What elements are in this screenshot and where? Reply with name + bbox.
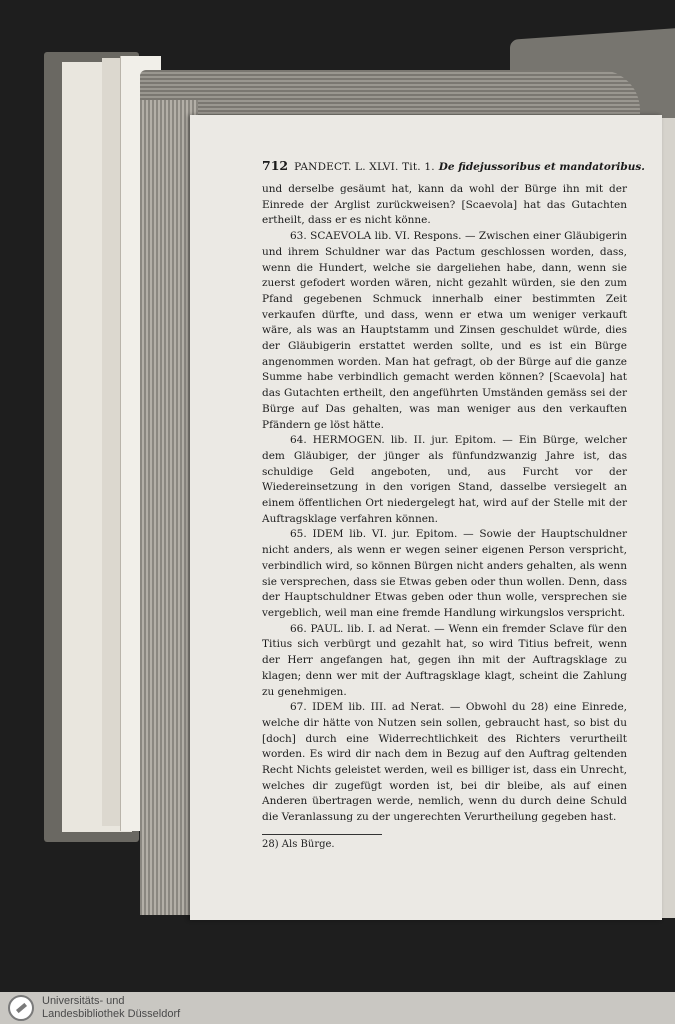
library-footer: [0, 992, 675, 1024]
paragraph: 67. IDEM lib. III. ad Nerat. — Obwohl du 28) eine Einrede, welche dir hätte von Nutzen sein sollen, gebraucht hast, so bist du [doch] durch eine Widerrechtlichkeit des Richters verurtheilt worden. Es wird dir nach dem in Bezug auf den Auftrag geltenden Recht Nichts geleistet werden, weil es billiger ist, dass ein Unrecht, welches dir zugefügt worden ist, bei dir bleibe, als auf einen Anderen übertragen werde, nemlich, wenn du durch deine Schuld die Veranlassung zu der ungerechten Verurtheilung gegeben hast.: [262, 701, 627, 824]
paragraph: 64. HERMOGEN. lib. II. jur. Epitom. — Ein Bürge, welcher dem Gläubiger, der jünger als fünfundzwanzig Jahre ist, das schuldige Geld angeboten, und, aus Furcht vor der Wiedereinsetzung in den vorigen Stand, dasselbe versiegelt an einem öffentlichen Ort niedergelegt hat, wird auf der Stelle mit der Auftragsklage verfahren können.: [262, 434, 627, 525]
paragraph: 66. PAUL. lib. I. ad Nerat. — Wenn ein fremder Sclave für den Titius sich verbürgt und gezahlt hat, so wird Titius befreit, wenn der Herr angefangen hat, gegen ihn mit der Auftragsklage zu klagen; denn wer mit der Auftragsklage klagt, scheint die Zahlung zu genehmigen.: [262, 622, 627, 698]
page-number: 712: [262, 158, 289, 173]
page-content: [262, 158, 645, 850]
footnote-divider: [262, 834, 382, 835]
paragraph: und derselbe gesäumt hat, kann da wohl der Bürge ihn mit der Einrede der Arglist zurückweisen? [Scaevola] hat das Gutachten ertheilt, dass er es nicht könne.: [262, 183, 627, 227]
paragraph: 63. SCAEVOLA lib. VI. Respons. — Zwischen einer Gläubigerin und ihrem Schuldner war das Pactum geschlossen worden, dass, wenn die Hundert, welche sie dargeliehen habe, dann, wenn sie zuerst gefodert worden wären, nicht gezahlt würden, sie den zum Pfand gegebenen Schmuck innerhalb einer bestimmten Zeit verkaufen dürfte, und dass, wenn er etwa um weniger verkauft wäre, als was an Hauptstamm und Zinsen geschuldet würde, dies der Gläubigerin erstattet werden sollte, und es ist ein Bürge angenommen worden. Man hat gefragt, ob der Bürge auf die ganze Summe habe verbindlich gemacht werden können? [Scaevola] hat das Gutachten ertheilt, den angeführten Umständen gemäss sei der Bürge auf Das gehalten, was man weniger aus den verkauften Pfändern ge löst hätte.: [262, 230, 627, 431]
body-text: [262, 182, 627, 826]
header-italic-title: De fidejussoribus et mandatoribus.: [438, 161, 645, 173]
header-title: PANDECT. L. XLVI. Tit. 1.: [294, 161, 435, 173]
paragraph: 65. IDEM lib. VI. jur. Epitom. — Sowie der Hauptschuldner nicht anders, als wenn er wegen seiner eigenen Person verspricht, verbindlich wird, so können Bürgen nicht anders gehalten, als wenn sie versprechen, dass sie Etwas geben oder thun wollen. Denn, dass der Hauptschuldner Etwas geben oder thun wolle, versprechen sie vergeblich, weil man eine fremde Handlung wirkungslos verspricht.: [262, 528, 627, 619]
right-page-edge: [660, 118, 675, 918]
library-name-line1: Universitäts- und: [42, 995, 125, 1007]
footnote: 28) Als Bürge.: [262, 838, 335, 850]
library-name[interactable]: [42, 995, 180, 1021]
library-logo-icon[interactable]: [8, 995, 34, 1021]
library-name-line2: Landesbibliothek Düsseldorf: [42, 1008, 181, 1020]
running-header: [262, 158, 645, 173]
